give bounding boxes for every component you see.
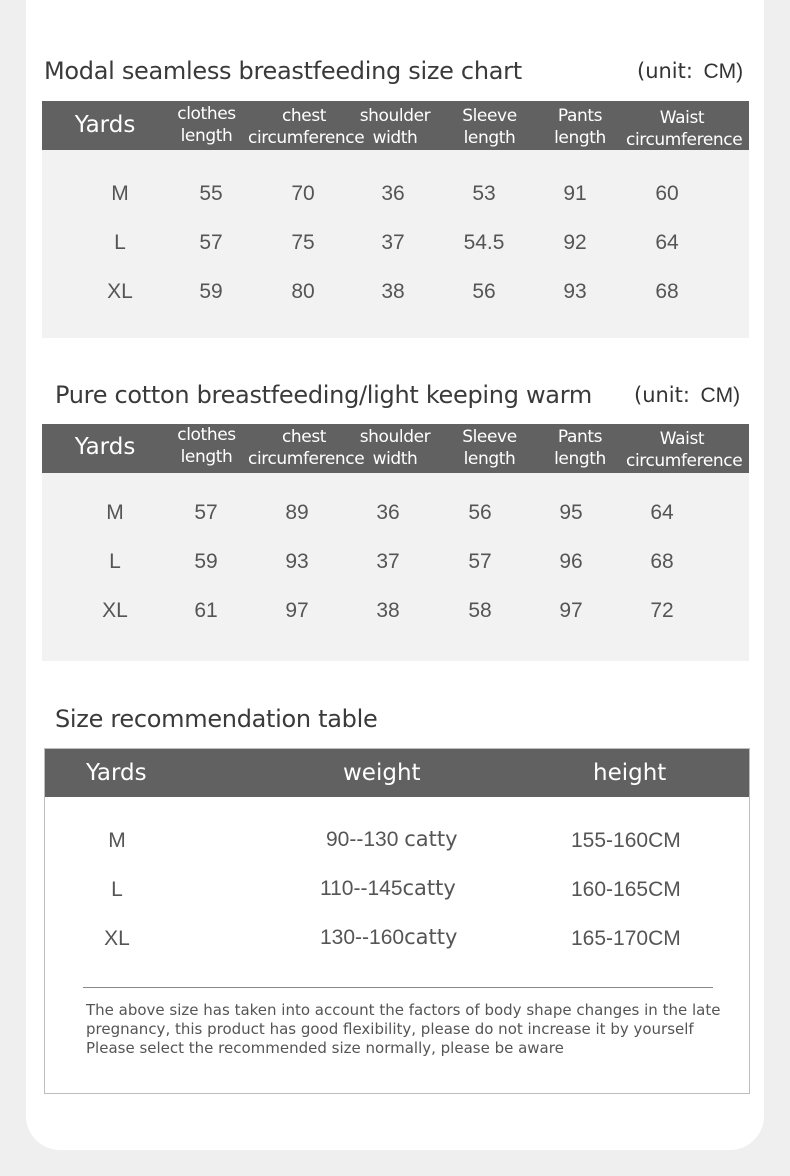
size-note: [86, 1001, 726, 1058]
header-height: height: [593, 760, 667, 786]
cell-pants: 97: [559, 599, 583, 622]
cell-clothes-length: 59: [194, 550, 218, 573]
cell-shoulder: 36: [376, 501, 400, 524]
cell-waist: 72: [650, 599, 674, 622]
cell-height: 155-160CM: [571, 829, 681, 852]
cell-height: 160-165CM: [571, 878, 681, 901]
header-clothes-line1: clothes: [177, 425, 236, 445]
cell-weight: 130--160catty: [320, 925, 458, 949]
cell-pants: 93: [563, 280, 587, 303]
table2-title: Pure cotton breastfeeding/light keeping warm: [55, 381, 592, 409]
header-waist-line2: circumference: [626, 130, 743, 150]
cell-pants: 92: [563, 231, 587, 254]
cell-shoulder: 36: [381, 182, 405, 205]
cell-sleeve: 58: [468, 599, 492, 622]
cell-size: L: [111, 878, 123, 901]
cell-waist: 68: [650, 550, 674, 573]
cell-size: L: [114, 231, 126, 254]
header-yards: Yards: [74, 112, 136, 138]
header-yards: Yards: [74, 434, 136, 460]
cell-sleeve: 56: [472, 280, 496, 303]
cell-chest: 70: [291, 182, 315, 205]
cell-sleeve: 56: [468, 501, 492, 524]
header-yards: Yards: [86, 760, 147, 786]
table2: [42, 424, 749, 661]
divider: [83, 987, 713, 988]
header-sleeve-line2: length: [463, 449, 516, 469]
header-waist-line2: circumference: [626, 451, 743, 471]
cell-clothes-length: 57: [199, 231, 223, 254]
note-line: pregnancy, this product has good flexibility, please do not increase it by yourself: [86, 1020, 694, 1038]
cell-pants: 96: [559, 550, 583, 573]
cell-shoulder: 37: [376, 550, 400, 573]
cell-clothes-length: 61: [194, 599, 218, 622]
cell-waist: 60: [655, 182, 679, 205]
header-chest-line2: circumference: [248, 449, 365, 469]
cell-waist: 64: [650, 501, 674, 524]
table1-header: [42, 101, 749, 150]
header-clothes-line1: clothes: [177, 104, 236, 124]
cell-size: XL: [107, 280, 133, 303]
cell-waist: 68: [655, 280, 679, 303]
recommend-table: [44, 748, 750, 1094]
header-waist-line1: Waist: [659, 108, 705, 128]
table2-body: [42, 473, 749, 661]
cell-clothes-length: 59: [199, 280, 223, 303]
cell-pants: 91: [563, 182, 587, 205]
header-pants-line1: Pants: [557, 427, 603, 447]
cell-weight: 110--145catty: [320, 876, 456, 900]
cell-size: M: [106, 501, 124, 524]
cell-shoulder: 38: [381, 280, 405, 303]
cell-waist: 64: [655, 231, 679, 254]
cell-sleeve: 53: [472, 182, 496, 205]
cell-chest: 80: [291, 280, 315, 303]
header-pants-line2: length: [554, 128, 606, 148]
header-shoulder-line2: width: [372, 128, 418, 148]
cell-chest: 97: [285, 599, 309, 622]
header-chest-line1: chest: [281, 106, 327, 126]
header-waist-line1: Waist: [659, 429, 705, 449]
cell-size: L: [109, 550, 121, 573]
header-sleeve-line1: Sleeve: [462, 427, 517, 447]
header-sleeve-line2: length: [463, 128, 516, 148]
table2-unit: (unit: CM): [634, 383, 741, 407]
table1-title: Modal seamless breastfeeding size chart: [44, 57, 522, 85]
cell-clothes-length: 55: [199, 182, 223, 205]
header-shoulder-line1: shoulder: [359, 106, 431, 126]
cell-shoulder: 38: [376, 599, 400, 622]
header-shoulder-line1: shoulder: [359, 427, 431, 447]
cell-shoulder: 37: [381, 231, 405, 254]
table1: [42, 101, 749, 338]
recommend-header: [45, 749, 749, 797]
cell-weight: 90--130 catty: [326, 827, 458, 851]
header-clothes-line2: length: [180, 126, 233, 146]
cell-chest: 89: [285, 501, 309, 524]
note-line: The above size has taken into account the factors of body shape changes in the late: [86, 1001, 721, 1019]
table1-unit: (unit: CM): [637, 59, 744, 83]
note-line: Please select the recommended size normally, please be aware: [86, 1039, 564, 1057]
cell-size: XL: [104, 927, 130, 950]
cell-height: 165-170CM: [571, 927, 681, 950]
cell-chest: 93: [285, 550, 309, 573]
header-weight: weight: [343, 760, 421, 786]
cell-size: M: [108, 829, 126, 852]
cell-sleeve: 57: [468, 550, 492, 573]
header-shoulder-line2: width: [372, 449, 418, 469]
recommend-title: Size recommendation table: [55, 705, 378, 733]
cell-chest: 75: [291, 231, 315, 254]
table1-body: [42, 150, 749, 338]
cell-pants: 95: [559, 501, 583, 524]
header-clothes-line2: length: [180, 447, 233, 467]
table2-header: [42, 424, 749, 473]
header-pants-line1: Pants: [557, 106, 603, 126]
cell-size: XL: [102, 599, 128, 622]
cell-sleeve: 54.5: [463, 231, 505, 254]
header-sleeve-line1: Sleeve: [462, 106, 517, 126]
cell-clothes-length: 57: [194, 501, 218, 524]
header-pants-line2: length: [554, 449, 606, 469]
header-chest-line1: chest: [281, 427, 327, 447]
cell-size: M: [111, 182, 129, 205]
header-chest-line2: circumference: [248, 128, 365, 148]
